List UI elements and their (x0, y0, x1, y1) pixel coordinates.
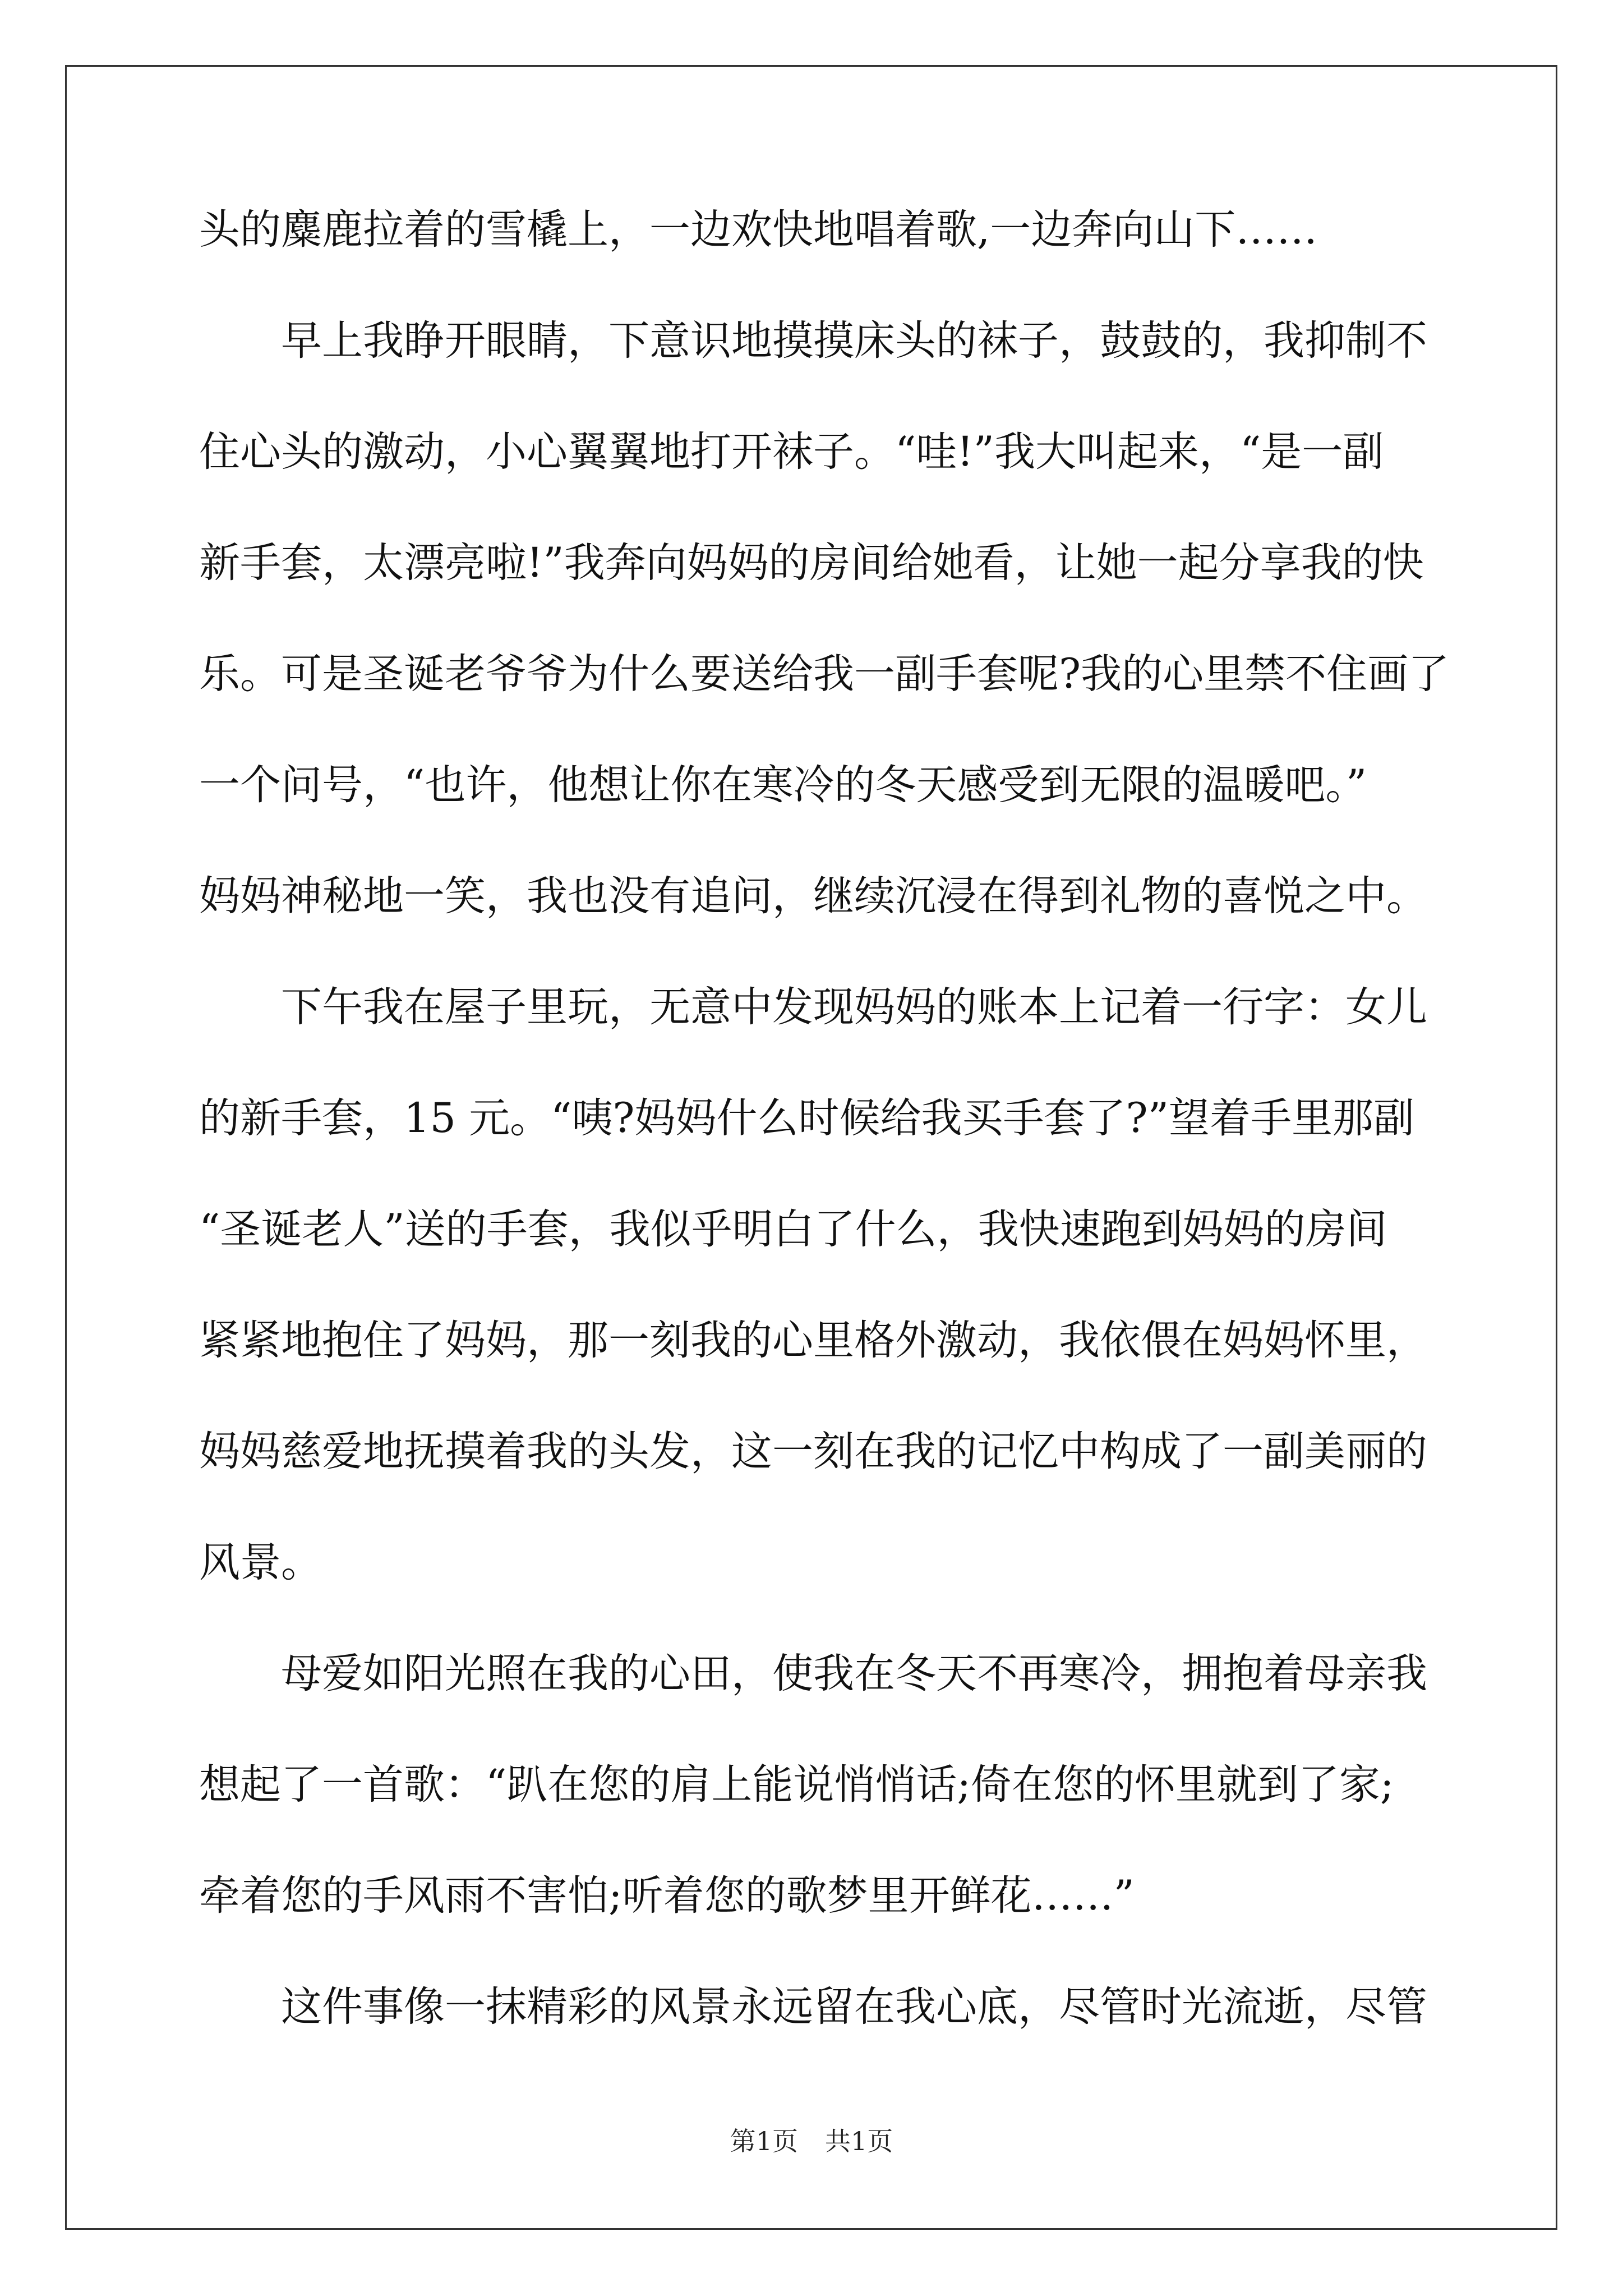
paragraph-start-line: 早上我睁开眼睛，下意识地摸摸床头的袜子，鼓鼓的，我抑制不 (281, 317, 1427, 365)
text-line: “圣诞老人”送的手套，我似乎明白了什么，我快速跑到妈妈的房间 (199, 1205, 1387, 1253)
text-line: 乐。可是圣诞老爷爷为什么要送给我一副手套呢?我的心里禁不住画了 (199, 650, 1450, 698)
paragraph-start-line: 这件事像一抹精彩的风景永远留在我心底，尽管时光流逝，尽管 (281, 1983, 1427, 2031)
paragraph-start-line: 下午我在屋子里玩，无意中发现妈妈的账本上记着一行字：女儿 (281, 983, 1427, 1031)
text-line: 新手套，太漂亮啦!”我奔向妈妈的房间给她看，让她一起分享我的快 (199, 539, 1424, 587)
text-line: 风景。 (199, 1539, 322, 1586)
text-line: 头的麋鹿拉着的雪橇上，一边欢快地唱着歌,一边奔向山下…… (199, 206, 1318, 254)
text-line: 妈妈慈爱地抚摸着我的头发，这一刻在我的记忆中构成了一副美丽的 (199, 1428, 1427, 1475)
text-line: 想起了一首歌：“趴在您的肩上能说悄悄话;倚在您的怀里就到了家; (199, 1761, 1394, 1809)
text-line: 住心头的激动，小心翼翼地打开袜子。“哇!”我大叫起来，“是一副 (199, 428, 1384, 476)
text-line: 牵着您的手风雨不害怕;听着您的歌梦里开鲜花……” (199, 1872, 1135, 1920)
text-line: 一个问号，“也许，他想让你在寒冷的冬天感受到无限的温暖吧。” (199, 761, 1367, 809)
page-number: 第1页 (730, 2126, 798, 2156)
text-line: 妈妈神秘地一笑，我也没有追问，继续沉浸在得到礼物的喜悦之中。 (199, 872, 1427, 920)
paragraph-start-line: 母爱如阳光照在我的心田，使我在冬天不再寒冷，拥抱着母亲我 (281, 1650, 1427, 1697)
text-line: 的新手套，15 元。“咦?妈妈什么时候给我买手套了?”望着手里那副 (199, 1094, 1415, 1142)
page-total: 共1页 (825, 2126, 893, 2156)
page-footer (0, 2124, 1623, 2158)
text-line: 紧紧地抱住了妈妈，那一刻我的心里格外激动，我依偎在妈妈怀里， (199, 1317, 1427, 1364)
